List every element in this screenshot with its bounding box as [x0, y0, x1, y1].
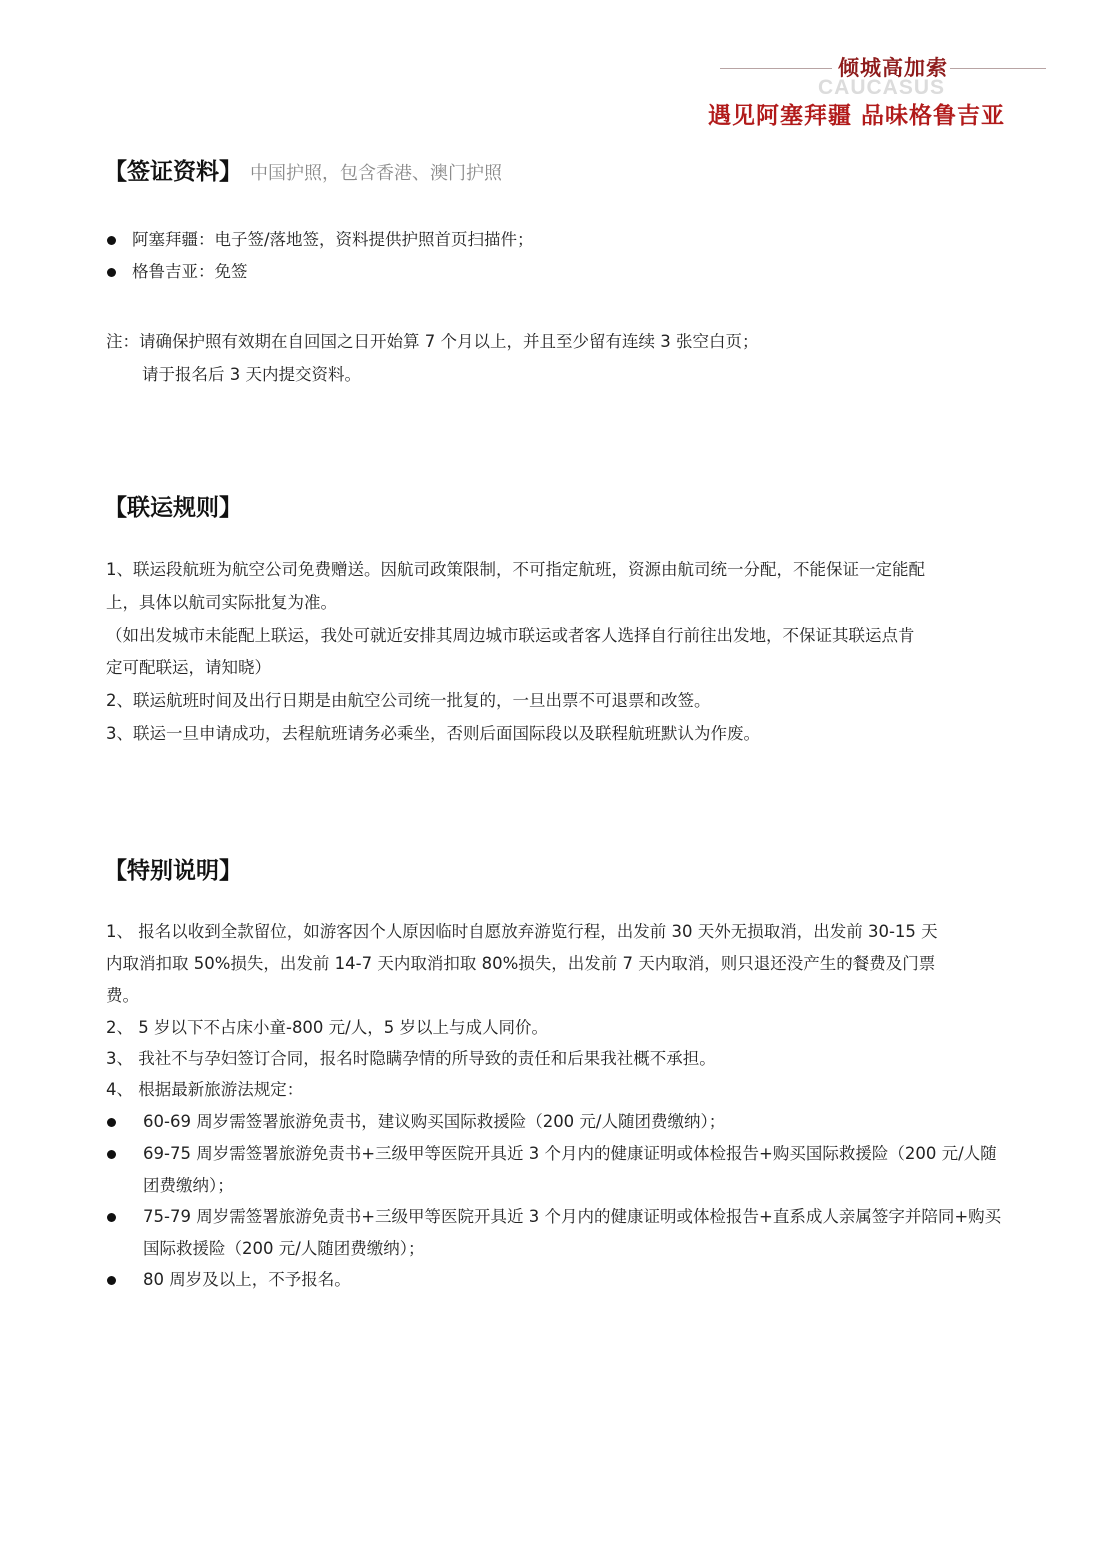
transfer-line: 3、联运一旦申请成功，去程航班请务必乘坐，否则后面国际段以及联程航班默认为作废。	[106, 724, 760, 743]
special-line: 1、 报名以收到全款留位，如游客因个人原因临时自愿放弃游览行程，出发前 30 天外无损取消，出发前 30-15 天	[106, 922, 938, 941]
bullet-icon	[107, 236, 116, 245]
special-section-title: 【特别说明】	[104, 858, 242, 884]
visa-section-title	[104, 153, 502, 186]
transfer-line: 2、联运航班时间及出行日期是由航空公司统一批复的，一旦出票不可退票和改签。	[106, 691, 711, 710]
logo-rule-right	[950, 68, 1046, 69]
brand-logo	[700, 46, 1080, 129]
bullet-icon	[107, 1276, 116, 1285]
special-line: 3、 我社不与孕妇签订合同，报名时隐瞒孕情的所导致的责任和后果我社概不承担。	[106, 1049, 716, 1068]
bullet-icon	[107, 1213, 116, 1222]
visa-note: 注：请确保护照有效期在自回国之日开始算 7 个月以上，并且至少留有连续 3 张空白页；	[106, 332, 759, 351]
logo-subtitle: CAUCASUS	[818, 76, 946, 99]
bullet-icon	[107, 1150, 116, 1159]
visa-item: 阿塞拜疆：电子签/落地签，资料提供护照首页扫描件；	[132, 230, 534, 249]
logo-title: 倾城高加索	[838, 56, 948, 80]
age-rule-item: 60-69 周岁需签署旅游免责书，建议购买国际救援险（200 元/人随团费缴纳）；	[143, 1112, 726, 1131]
visa-item: 格鲁吉亚：免签	[132, 262, 248, 281]
transfer-line: 定可配联运，请知晓）	[106, 658, 271, 677]
transfer-section-title: 【联运规则】	[104, 495, 242, 521]
age-rule-item: 69-75 周岁需签署旅游免责书+三级甲等医院开具近 3 个月内的健康证明或体检报告+购买国际救援险（200 元/人随团费缴纳）；	[143, 1144, 997, 1195]
visa-title: 【签证资料】	[104, 159, 242, 185]
special-line: 费。	[106, 986, 139, 1005]
visa-note: 请于报名后 3 天内提交资料。	[142, 365, 361, 384]
transfer-line: 1、联运段航班为航空公司免费赠送。因航司政策限制，不可指定航班，资源由航司统一分配，不能保证一定能配	[106, 560, 925, 579]
logo-slogan: 遇见阿塞拜疆 品味格鲁吉亚	[708, 103, 1006, 129]
bullet-icon	[107, 268, 116, 277]
logo-rule-left	[720, 68, 832, 69]
transfer-line: 上，具体以航司实际批复为准。	[106, 593, 337, 612]
bullet-icon	[107, 1118, 116, 1127]
transfer-line: （如出发城市未能配上联运，我处可就近安排其周边城市联运或者客人选择自行前往出发地，不保证其联运点肯	[106, 626, 915, 645]
age-rule-item: 75-79 周岁需签署旅游免责书+三级甲等医院开具近 3 个月内的健康证明或体检报告+直系成人亲属签字并陪同+购买国际救援险（200 元/人随团费缴纳）；	[143, 1207, 1002, 1258]
special-line: 内取消扣取 50%损失，出发前 14-7 天内取消扣取 80%损失，出发前 7 天内取消，则只退还没产生的餐费及门票	[106, 954, 936, 973]
visa-subtitle: 中国护照，包含香港、澳门护照	[250, 163, 502, 184]
age-rule-item: 80 周岁及以上，不予报名。	[143, 1270, 351, 1289]
special-line: 4、 根据最新旅游法规定：	[106, 1080, 304, 1099]
special-line: 2、 5 岁以下不占床小童-800 元/人，5 岁以上与成人同价。	[106, 1018, 548, 1037]
